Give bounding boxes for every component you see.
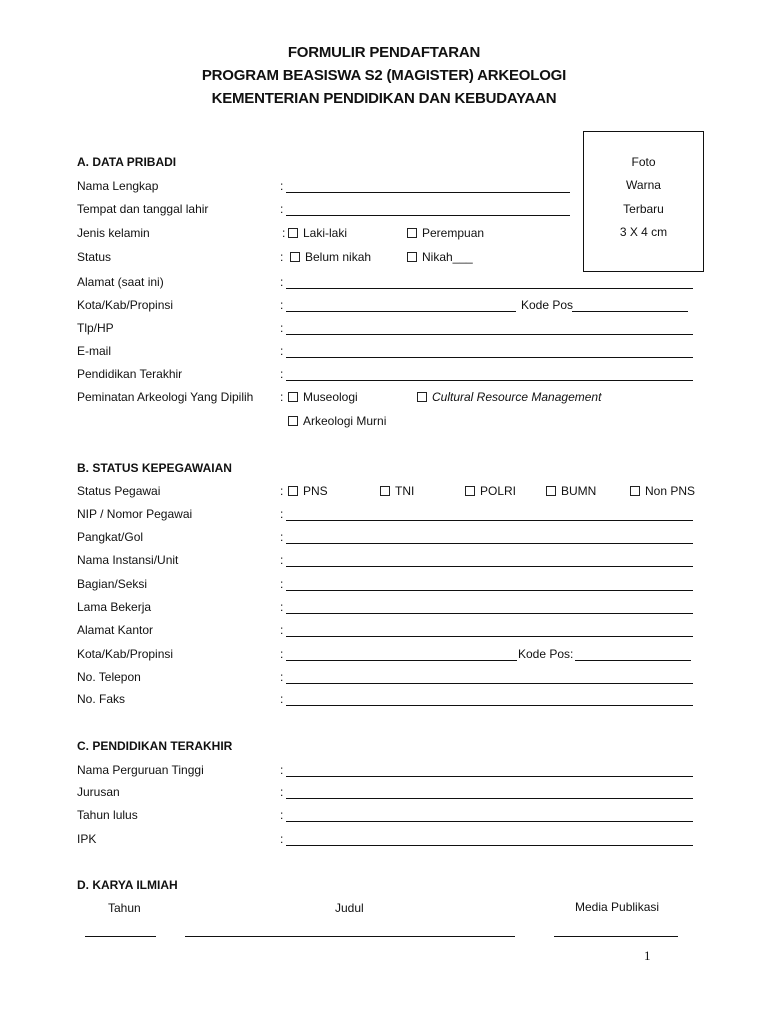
nip-field[interactable] [286,506,693,521]
alamat-kantor-field[interactable] [286,622,693,637]
colon: : [280,785,284,799]
colon: : [280,390,284,404]
colon: : [280,484,284,498]
label-perguruan-tinggi: Nama Perguruan Tinggi [77,763,204,777]
label-lama-bekerja: Lama Bekerja [77,600,152,614]
checkbox-icon [417,392,427,402]
checkbox-icon [407,252,417,262]
pendidikan-terakhir-field[interactable] [286,366,693,381]
checkbox-icon [407,228,417,238]
colon: : [280,367,284,381]
colon: : [280,577,284,591]
checkbox-bumn[interactable]: BUMN [546,484,596,498]
column-judul: Judul [335,901,364,915]
checkbox-tni[interactable]: TNI [380,484,414,498]
colon: : [280,670,284,684]
no-faks-field[interactable] [286,691,693,706]
checkbox-icon [288,392,298,402]
colon: : [280,275,284,289]
label-pangkat-gol: Pangkat/Gol [77,530,144,544]
page-number: 1 [644,948,651,963]
checkbox-museologi[interactable]: Museologi [288,390,358,404]
checkbox-icon [288,228,298,238]
checkbox-icon [630,486,640,496]
colon: : [280,600,284,614]
karya-tahun-field[interactable] [85,922,156,937]
photo-box[interactable] [583,131,704,272]
section-c-heading: C. PENDIDIKAN TERAKHIR [77,739,233,753]
checkbox-icon [288,486,298,496]
label-status: Status [77,250,112,264]
colon: : [280,250,284,264]
tempat-tanggal-lahir-field[interactable] [286,201,570,216]
colon: : [280,202,284,216]
label-kode-pos-kantor: Kode Pos: [518,647,574,661]
photo-label: Foto [631,155,656,169]
label-email: E-mail [77,344,112,358]
checkbox-polri[interactable]: POLRI [465,484,516,498]
label-tempat-tanggal-lahir: Tempat dan tanggal lahir [77,202,209,216]
ministry-title: KEMENTERIAN PENDIDIKAN DAN KEBUDAYAAN [211,90,557,107]
label-alamat: Alamat (saat ini) [77,275,164,289]
column-media-publikasi: Media Publikasi [575,900,660,914]
label-nama-lengkap: Nama Lengkap [77,179,159,193]
colon: : [280,692,284,706]
label-jenis-kelamin: Jenis kelamin [77,226,150,240]
column-tahun: Tahun [108,901,141,915]
no-telepon-field[interactable] [286,669,693,684]
label-alamat-kantor: Alamat Kantor [77,623,154,637]
colon: : [280,763,284,777]
colon: : [280,179,284,193]
checkbox-laki-laki[interactable]: Laki-laki [288,226,347,240]
section-b-heading: B. STATUS KEPEGAWAIAN [77,461,232,475]
label-kota-kantor: Kota/Kab/Propinsi [77,647,174,661]
section-d-heading: D. KARYA ILMIAH [77,878,178,892]
colon: : [280,553,284,567]
nama-instansi-field[interactable] [286,552,693,567]
checkbox-non-pns[interactable]: Non PNS [630,484,695,498]
label-tlp-hp: Tlp/HP [77,321,114,335]
colon: : [280,298,284,312]
checkbox-perempuan[interactable]: Perempuan [407,226,484,240]
lama-bekerja-field[interactable] [286,599,693,614]
colon: : [282,226,286,240]
tahun-lulus-field[interactable] [286,807,693,822]
ipk-field[interactable] [286,831,693,846]
form-title: FORMULIR PENDAFTARAN [287,44,481,61]
colon: : [280,647,284,661]
karya-media-field[interactable] [554,922,678,937]
section-a-heading: A. DATA PRIBADI [77,155,177,169]
kota-field[interactable] [286,297,516,312]
pangkat-gol-field[interactable] [286,529,693,544]
photo-label: 3 X 4 cm [619,225,668,239]
program-title: PROGRAM BEASISWA S2 (MAGISTER) ARKEOLOGI [201,67,567,84]
photo-label: Warna [626,178,661,192]
kode-pos-kantor-field[interactable] [575,646,691,661]
email-field[interactable] [286,343,693,358]
label-no-telepon: No. Telepon [77,670,141,684]
checkbox-icon [465,486,475,496]
label-nama-instansi: Nama Instansi/Unit [77,553,179,567]
checkbox-icon [546,486,556,496]
checkbox-nikah[interactable]: Nikah___ [407,250,473,264]
colon: : [280,832,284,846]
perguruan-tinggi-field[interactable] [286,762,693,777]
label-kode-pos: Kode Pos [521,298,574,312]
tlp-hp-field[interactable] [286,320,693,335]
alamat-field[interactable] [286,274,693,289]
label-pendidikan-terakhir: Pendidikan Terakhir [77,367,183,381]
colon: : [280,507,284,521]
label-nip: NIP / Nomor Pegawai [77,507,193,521]
label-status-pegawai: Status Pegawai [77,484,161,498]
checkbox-arkeologi-murni[interactable]: Arkeologi Murni [288,414,386,428]
checkbox-belum-nikah[interactable]: Belum nikah [290,250,371,264]
photo-label: Terbaru [623,202,664,216]
checkbox-icon [290,252,300,262]
label-tahun-lulus: Tahun lulus [77,808,138,822]
colon: : [280,344,284,358]
label-kota: Kota/Kab/Propinsi [77,298,174,312]
checkbox-icon [288,416,298,426]
colon: : [280,321,284,335]
nama-lengkap-field[interactable] [286,178,570,193]
checkbox-icon [380,486,390,496]
jurusan-field[interactable] [286,784,693,799]
checkbox-pns[interactable]: PNS [288,484,328,498]
karya-judul-field[interactable] [185,922,515,937]
label-peminatan: Peminatan Arkeologi Yang Dipilih [77,390,254,404]
colon: : [280,808,284,822]
checkbox-crm[interactable]: Cultural Resource Management [417,390,601,404]
label-jurusan: Jurusan [77,785,120,799]
bagian-seksi-field[interactable] [286,576,693,591]
kota-kantor-field[interactable] [286,646,517,661]
colon: : [280,530,284,544]
label-ipk: IPK [77,832,97,846]
kode-pos-field[interactable] [572,297,688,312]
label-no-faks: No. Faks [77,692,126,706]
colon: : [280,623,284,637]
label-bagian-seksi: Bagian/Seksi [77,577,148,591]
